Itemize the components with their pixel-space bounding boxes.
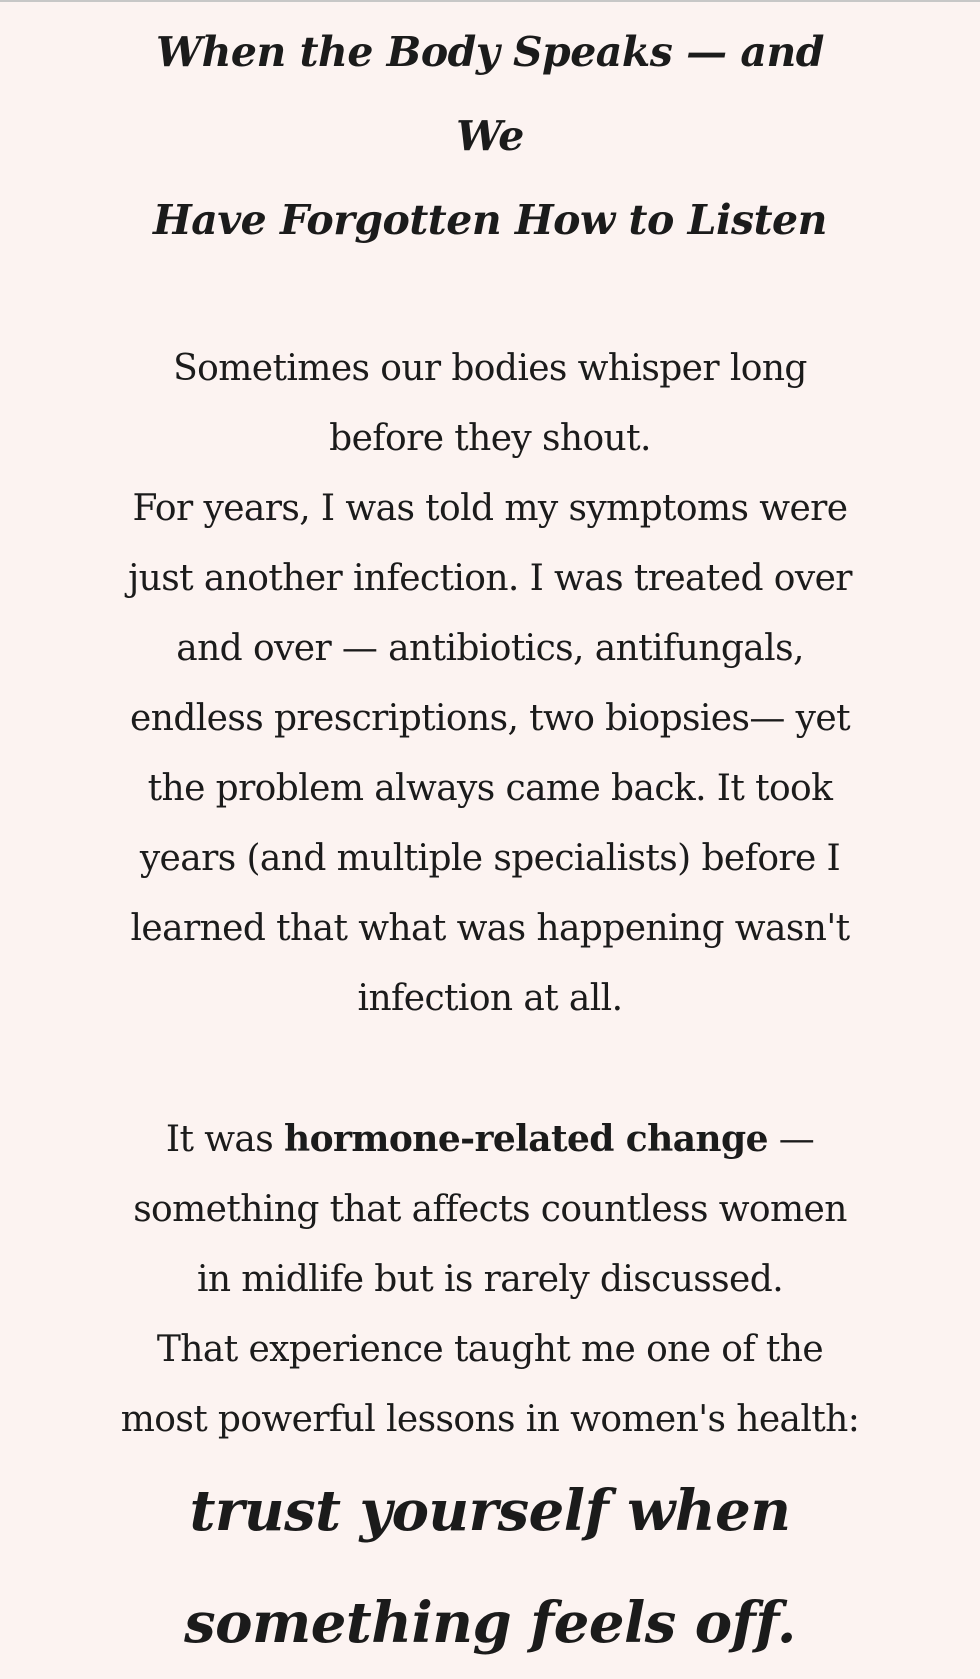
paragraph-intro <box>120 334 860 1034</box>
article-title <box>120 10 860 262</box>
top-divider <box>0 0 980 2</box>
symptoms-story: For years, I was told my symptoms were just another infection. I was treated over and over — antibiotics, antifungals, endless prescriptions, two biopsies— yet the problem always came back. It took years (and multiple specialists) before I learned that what was happening wasn't infection at all. <box>128 488 852 1019</box>
closing-emphasis: trust yourself when something feels off. <box>184 1478 796 1656</box>
lead-text: It was <box>165 1119 274 1160</box>
intro-sentence: Sometimes our bodies whisper long before they shout. <box>173 348 807 459</box>
bold-phrase: hormone-related change <box>284 1118 768 1160</box>
article <box>120 10 860 1679</box>
paragraph-lesson <box>120 1104 860 1679</box>
continuation-text: — something that affects countless women in midlife but is rarely discussed. <box>133 1119 847 1300</box>
lesson-text: That experience taught me one of the most powerful lessons in women's health: <box>120 1329 860 1440</box>
title-line-2: Have Forgotten How to Listen <box>153 196 827 244</box>
title-line-1: When the Body Speaks — and We <box>156 28 824 160</box>
